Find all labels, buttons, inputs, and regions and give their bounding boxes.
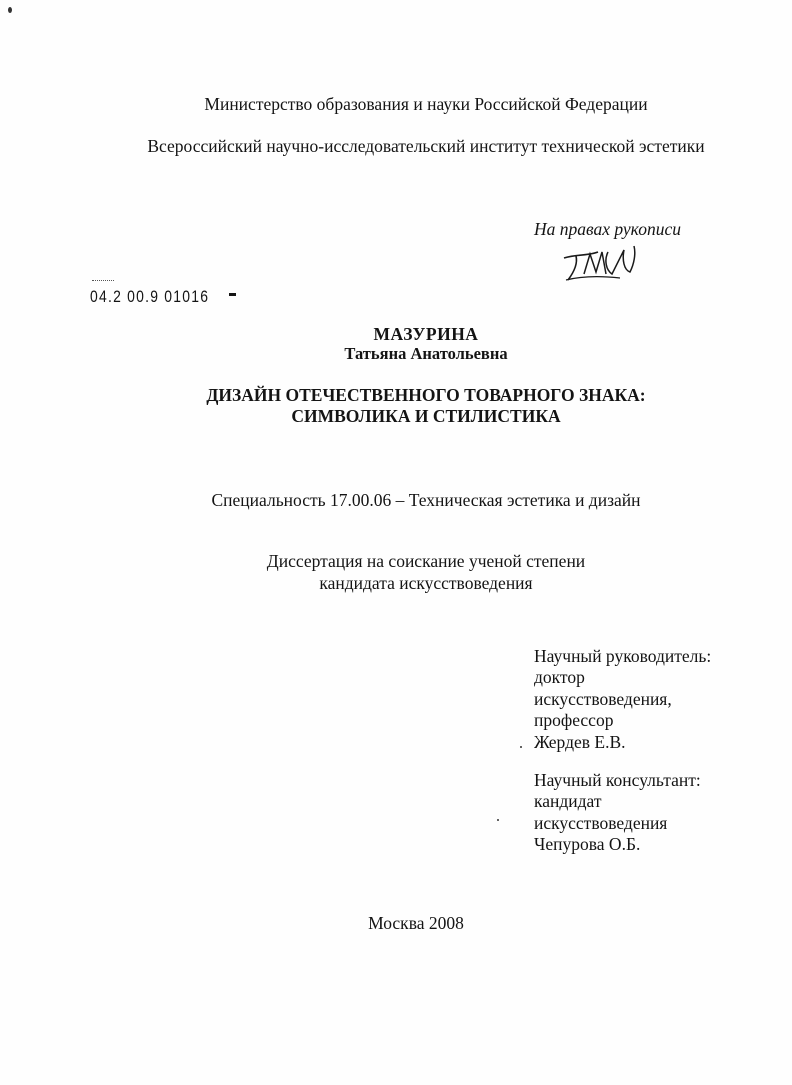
thesis-title-line: СИМВОЛИКА И СТИЛИСТИКА [291,406,561,426]
manuscript-rights-note: На правах рукописи [534,219,681,239]
consultant-name: Чепурова О.Б. [534,834,641,855]
scan-speck [520,746,522,748]
consultant-role: Научный консультант: [534,770,701,790]
specialty-line: Специальность 17.00.06 – Техническая эстетика и дизайн [211,490,641,510]
advisor-block [534,646,711,753]
advisor-role: Научный руководитель: [534,646,712,666]
city-year: Москва 2008 [368,913,464,933]
advisor-rank: профессор [534,710,614,731]
consultant-field: искусствоведения [534,812,668,833]
stamp-mark [229,293,236,296]
ministry-heading: Министерство образования и науки Российской Федерации [204,94,648,114]
registration-number: 04.2 00.9 01016 [90,287,210,306]
author-given-names: Татьяна Анатольевна [344,344,508,363]
thesis-title-line: ДИЗАЙН ОТЕЧЕСТВЕННОГО ТОВАРНОГО ЗНАКА: [206,385,646,405]
advisor-field: искусствоведения, [534,688,672,709]
advisor-name: Жердев Е.В. [534,731,626,752]
dissertation-line: кандидата искусствоведения [319,573,533,593]
signature [562,240,640,284]
consultant-degree: кандидат [534,791,602,812]
scan-speck [497,819,499,821]
stamp-mark [92,280,114,283]
institute-heading: Всероссийский научно-исследовательский институт технической эстетики [147,136,705,156]
consultant-block [534,770,701,856]
advisor-degree: доктор [534,667,585,688]
scan-speck [8,7,12,13]
author-surname: МАЗУРИНА [373,324,479,344]
dissertation-line: Диссертация на соискание ученой степени [266,551,586,571]
